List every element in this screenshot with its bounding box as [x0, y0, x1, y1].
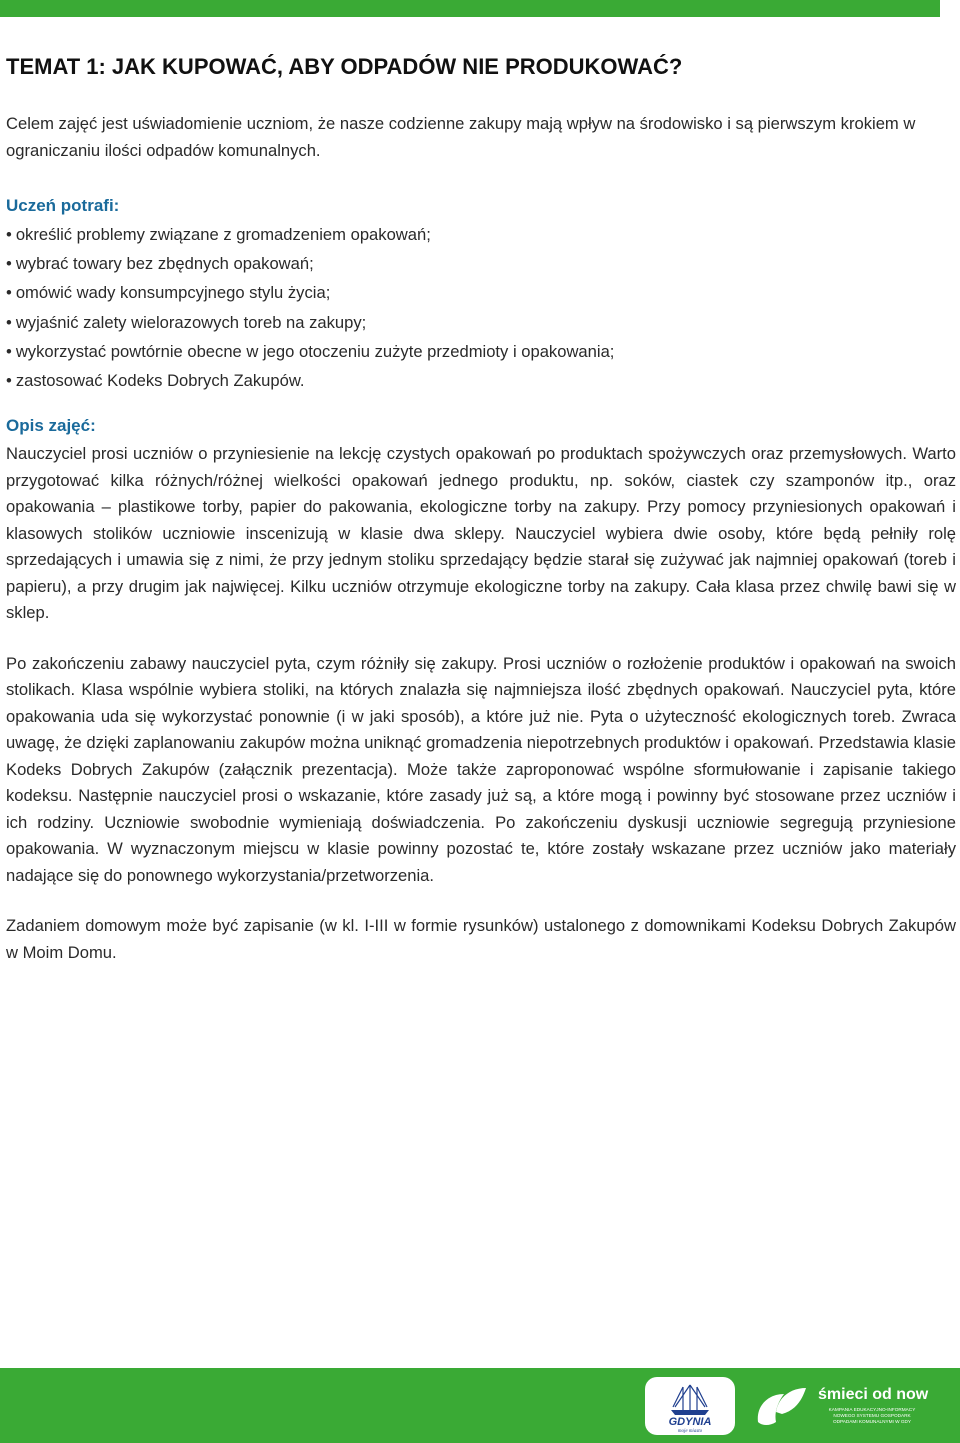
description-section — [6, 441, 956, 966]
description-paragraph-1: Nauczyciel prosi uczniów o przyniesienie na lekcję czystych opakowań po produktach spożywczych oraz przemysłowych. Warto przygotować kilka różnych/różnej wielkości opakowań jednego produktu, np. soków, ciastek czy szamponów itp., oraz opakowania – plastikowe torby, papier do pakowania, ekologiczne torby na zakupy. Przy pomocy przyniesionych opakowań i klasowych stolików uczniowie inscenizują w klasie dwa sklepy. Nauczyciel wybiera dwie osoby, które będą pełniły rolę sprzedających i umawia się z nimi, że przy jednym stoliku sprzedający będzie starał się zużywać jak najmniej opakowań (toreb i papieru), a przy drugim jak najwięcej. Kilku uczniów otrzymuje ekologiczne torby na zakupy. Cała klasa przez chwilę bawi się w sklep. — [6, 444, 956, 622]
skills-list — [6, 220, 614, 395]
top-accent-bar — [0, 0, 960, 17]
list-item: • wyjaśnić zalety wielorazowych toreb na zakupy; — [6, 308, 614, 337]
page-title: TEMAT 1: JAK KUPOWAĆ, ABY ODPADÓW NIE PRODUKOWAĆ? — [6, 54, 683, 79]
gdynia-tagline: moje miasto — [677, 1429, 703, 1434]
skills-heading: Uczeń potrafi: — [6, 196, 120, 215]
brand-line: ODPADAMI KOMUNALNYMI W GDY — [832, 1419, 912, 1424]
description-heading: Opis zajęć: — [6, 416, 96, 435]
smieci-od-nowa-brand — [818, 1385, 928, 1425]
description-paragraph-2: Po zakończeniu zabawy nauczyciel pyta, czym różniły się zakupy. Prosi uczniów o rozłożenie produktów i opakowań na swoich stolikach. Klasa wspólnie wybiera stoliki, na których znalazła się najmniejsza ilość zbędnych opakowań. Nauczyciel pyta, które opakowania uda się wykorzystać ponownie (i w jaki sposób), a które już nie. Pyta o użyteczność ekologicznych toreb. Zwraca uwagę, że dzięki zaplanowaniu zakupów można uniknąć gromadzenia niepotrzebnych produktów i opakowań. Przedstawia klasie Kodeks Dobrych Zakupów (załącznik prezentacja). Może także zaproponować wspólne sformułowanie i zapisanie takiego kodeksu. Następnie nauczyciel prosi o wskazanie, które zasady już są, a które mogą i powinny być stosowane przez uczniów i ich rodziny. Uczniowie swobodnie wymieniają doświadczenia. Po zakończeniu dyskusji uczniowie segregują przyniesione opakowania. W wyznaczonym miejscu w klasie powinny pozostać te, które zostały wskazane przez uczniów jako materiały nadające się do ponownego wykorzystania/przetworzenia. — [6, 653, 956, 885]
gdynia-logo-text: GDYNIA — [668, 1416, 712, 1428]
brand-line: KAMPANIA EDUKACYJNO-INFORMACY — [828, 1407, 916, 1412]
brand-name: śmieci od now — [818, 1386, 929, 1403]
top-corner-notch — [940, 0, 960, 17]
gdynia-logo — [645, 1377, 735, 1435]
list-item: • określić problemy związane z gromadzeniem opakowań; — [6, 220, 614, 249]
leaf-icon — [752, 1382, 808, 1430]
list-item: • omówić wady konsumpcyjnego stylu życia; — [6, 278, 614, 307]
homework-paragraph: Zadaniem domowym może być zapisanie (w kl. I-III w formie rysunków) ustalonego z domownikami Kodeksu Dobrych Zakupów w Moim Domu. — [6, 916, 956, 962]
gdynia-ship-icon — [645, 1377, 735, 1435]
list-item: • wykorzystać powtórnie obecne w jego otoczeniu zużyte przedmioty i opakowania; — [6, 337, 614, 366]
intro-paragraph: Celem zajęć jest uświadomienie uczniom, że nasze codzienne zakupy mają wpływ na środowisko i są pierwszym krokiem w ograniczaniu ilości odpadów komunalnych. — [6, 114, 916, 160]
brand-line: NOWEGO SYSTEMU GOSPODARK — [833, 1413, 911, 1418]
list-item: • wybrać towary bez zbędnych opakowań; — [6, 249, 614, 278]
footer-bar — [0, 1368, 960, 1443]
list-item: • zastosować Kodeks Dobrych Zakupów. — [6, 366, 614, 395]
